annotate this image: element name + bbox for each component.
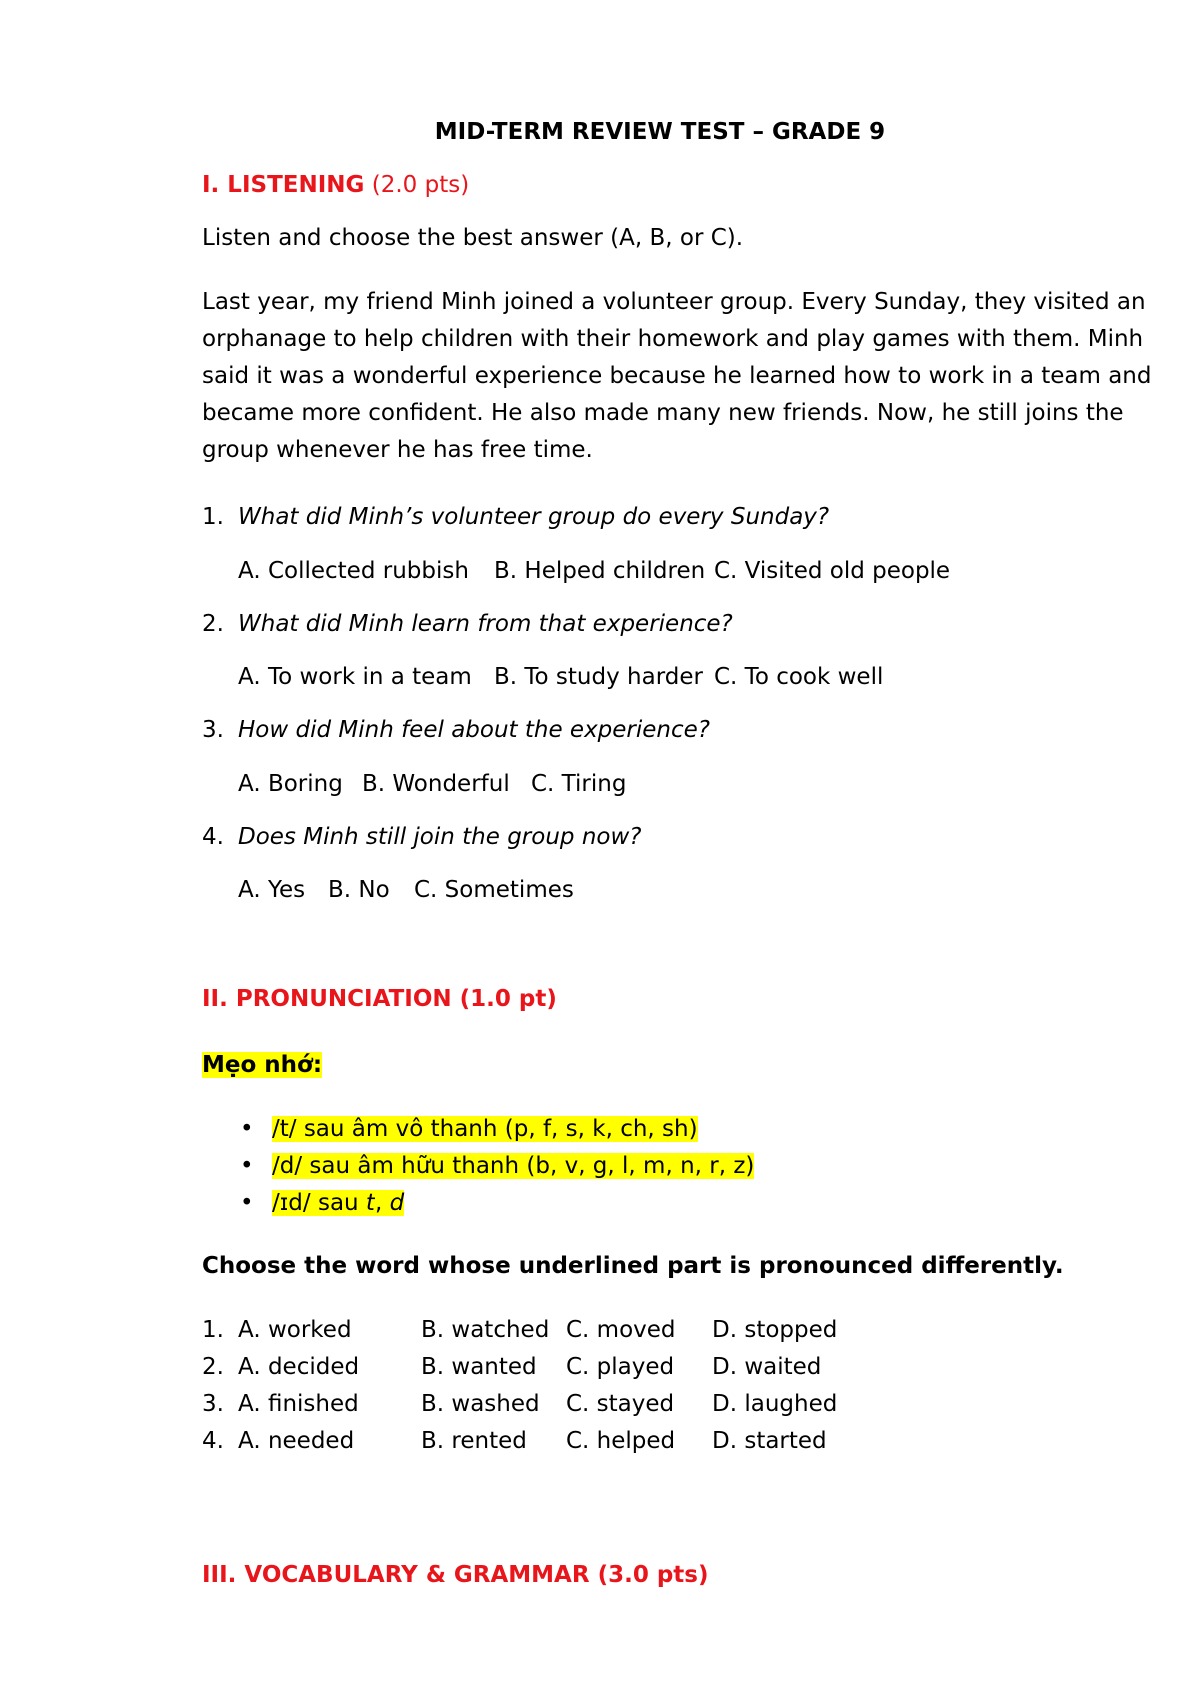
- word-option: A. finished: [238, 1391, 359, 1417]
- answer-option: B. To study harder: [494, 664, 703, 690]
- passage-line: Last year, my friend Minh joined a volunteer group. Every Sunday, they visited an: [202, 289, 1146, 315]
- passage-line: group whenever he has free time.: [202, 437, 593, 463]
- question-text: What did Minh’s volunteer group do every Sunday?: [238, 504, 830, 530]
- answer-option: C. Visited old people: [714, 558, 951, 584]
- word-option: B. wanted: [421, 1354, 537, 1380]
- tip-text: /d/ sau âm hữu thanh (b, v, g, l, m, n, r, z): [272, 1153, 755, 1179]
- row-number: 2.: [202, 1354, 224, 1380]
- word-option: C. moved: [566, 1317, 676, 1343]
- word-option: C. stayed: [566, 1391, 675, 1417]
- listening-passage: [202, 284, 1152, 469]
- answer-option: A. Boring: [238, 771, 343, 797]
- pronunciation-heading: II. PRONUNCIATION (1.0 pt): [202, 986, 557, 1012]
- answer-option: C. Tiring: [531, 771, 627, 797]
- bullet-icon: •: [240, 1116, 254, 1142]
- word-option: B. washed: [421, 1391, 540, 1417]
- tip-text-d: d: [389, 1190, 405, 1216]
- word-option: A. worked: [238, 1317, 352, 1343]
- tip-text-prefix: /ɪd/ sau: [272, 1190, 366, 1216]
- passage-line: orphanage to help children with their homework and play games with them. Minh: [202, 326, 1144, 352]
- question-text: How did Minh feel about the experience?: [238, 717, 711, 743]
- answer-option: B. Helped children: [494, 558, 706, 584]
- listening-heading-label: I. LISTENING: [202, 172, 365, 198]
- listening-instruction: Listen and choose the best answer (A, B, or C).: [202, 225, 744, 251]
- row-number: 1.: [202, 1317, 224, 1343]
- bullet-icon: •: [240, 1153, 254, 1179]
- word-option: C. helped: [566, 1428, 676, 1454]
- listening-points: (2.0 pts): [371, 172, 470, 198]
- pronunciation-instruction: Choose the word whose underlined part is pronounced differently.: [202, 1253, 1064, 1279]
- tip-item: [272, 1151, 754, 1181]
- question-number: 4.: [202, 824, 224, 850]
- row-number: 4.: [202, 1428, 224, 1454]
- passage-line: said it was a wonderful experience because he learned how to work in a team and: [202, 363, 1152, 389]
- word-option: D. started: [712, 1428, 827, 1454]
- tip-item: [272, 1188, 404, 1218]
- word-option: D. stopped: [712, 1317, 838, 1343]
- bullet-icon: •: [240, 1190, 254, 1216]
- tip-text: /t/ sau âm vô thanh (p, f, s, k, ch, sh): [272, 1116, 698, 1142]
- listening-heading: [202, 170, 469, 200]
- word-option: D. waited: [712, 1354, 822, 1380]
- tip-label-text: Mẹo nhớ:: [202, 1052, 323, 1078]
- answer-option: B. No: [328, 877, 390, 903]
- word-option: C. played: [566, 1354, 675, 1380]
- word-option: B. watched: [421, 1317, 550, 1343]
- question-number: 2.: [202, 611, 224, 637]
- vocabulary-heading: III. VOCABULARY & GRAMMAR (3.0 pts): [202, 1562, 709, 1588]
- question-text: What did Minh learn from that experience?: [238, 611, 733, 637]
- tip-text-sep: ,: [374, 1190, 390, 1216]
- word-option: A. decided: [238, 1354, 360, 1380]
- answer-option: A. Collected rubbish: [238, 558, 469, 584]
- word-option: B. rented: [421, 1428, 527, 1454]
- answer-option: C. Sometimes: [414, 877, 574, 903]
- answer-option: B. Wonderful: [362, 771, 510, 797]
- answer-option: C. To cook well: [714, 664, 884, 690]
- question-text: Does Minh still join the group now?: [238, 824, 642, 850]
- tip-label: [202, 1050, 322, 1080]
- answer-option: A. Yes: [238, 877, 306, 903]
- tip-text-t: t: [365, 1190, 375, 1216]
- page-title: MID-TERM REVIEW TEST – GRADE 9: [434, 119, 886, 145]
- row-number: 3.: [202, 1391, 224, 1417]
- tip-item: [272, 1114, 698, 1144]
- question-number: 3.: [202, 717, 224, 743]
- word-option: A. needed: [238, 1428, 355, 1454]
- word-option: D. laughed: [712, 1391, 838, 1417]
- answer-option: A. To work in a team: [238, 664, 472, 690]
- passage-line: became more confident. He also made many new friends. Now, he still joins the: [202, 400, 1124, 426]
- question-number: 1.: [202, 504, 224, 530]
